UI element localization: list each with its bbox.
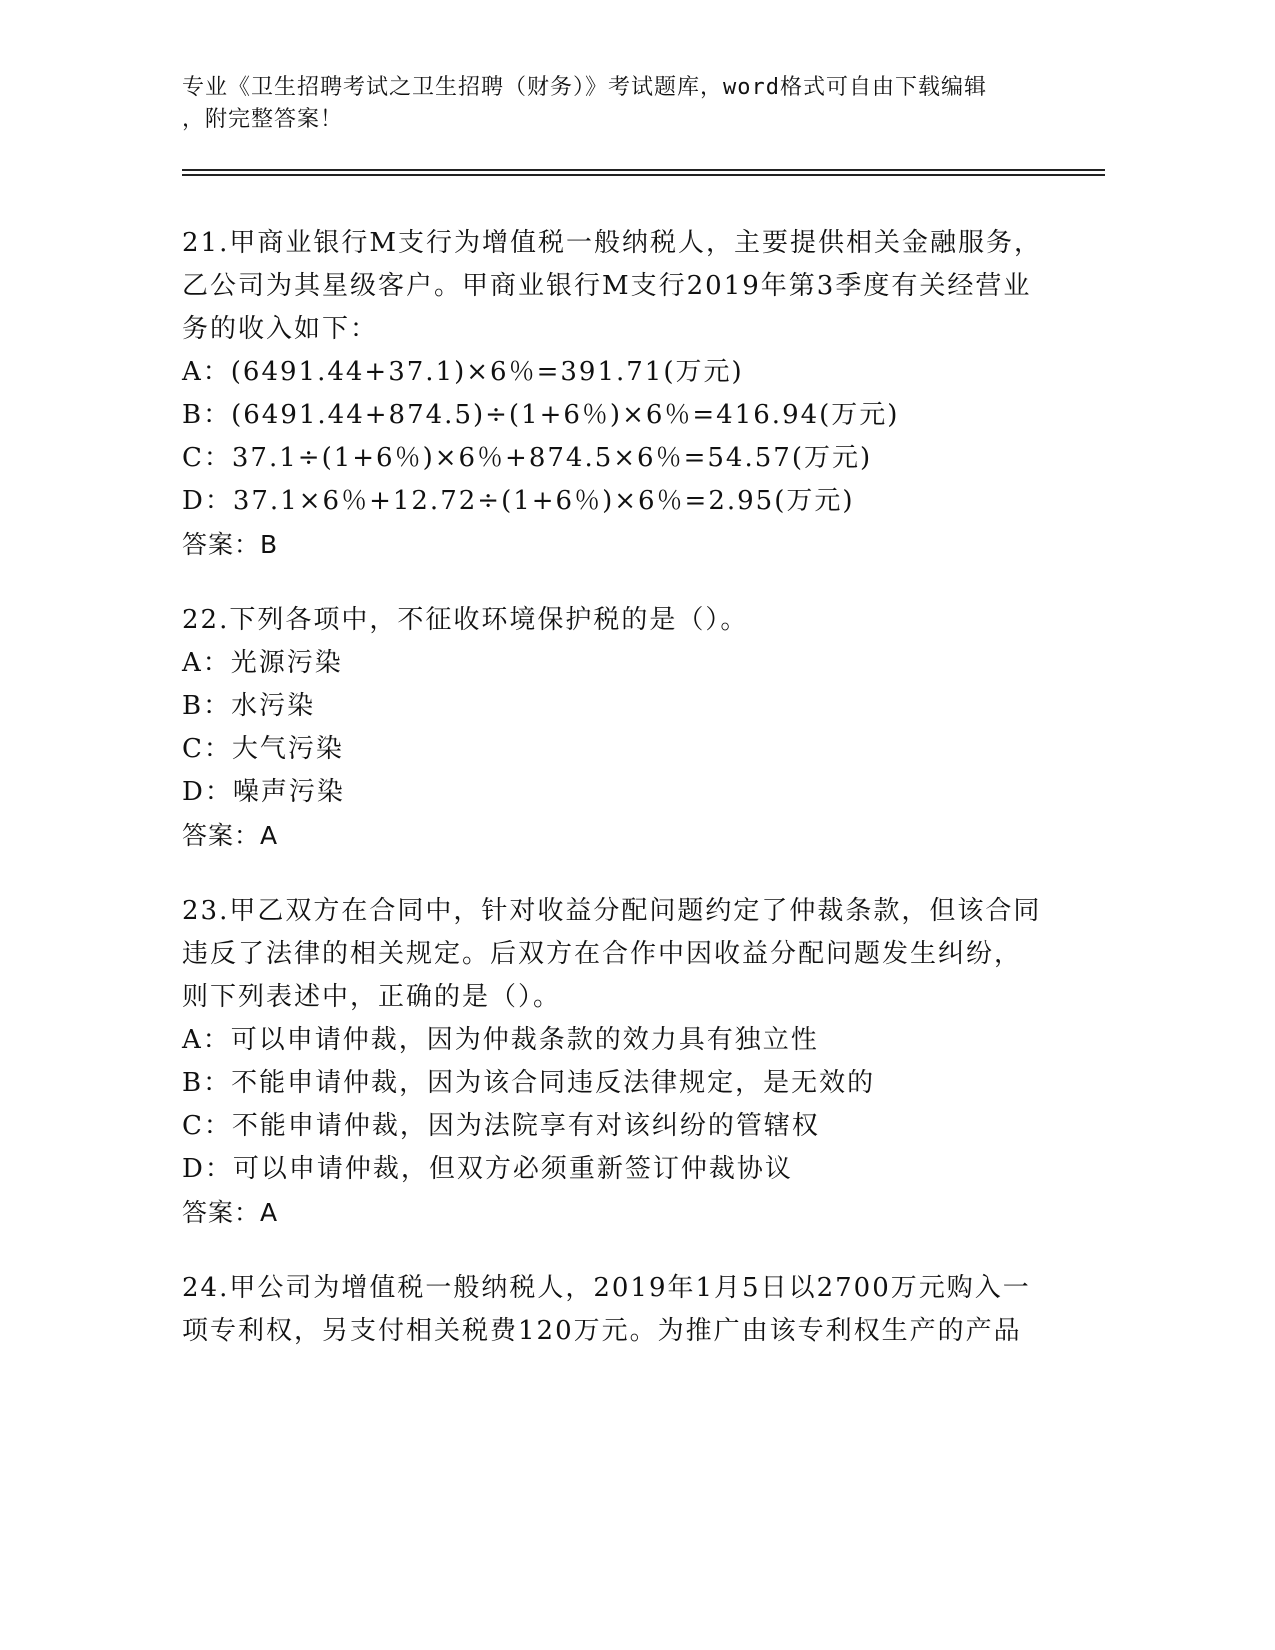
option-d: D：可以申请仲裁，但双方必须重新签订仲裁协议 [182,1154,793,1184]
header-divider-bottom [182,174,1105,176]
option-c: C：不能申请仲裁，因为法院享有对该纠纷的管辖权 [182,1111,820,1141]
option-c: C：37.1÷(1+6％)×6％+874.5×6％=54.57(万元) [182,443,873,473]
question-24 [182,1267,1042,1353]
question-stem: 22.下列各项中，不征收环境保护税的是（）。 [182,605,749,635]
option-b: B：不能申请仲裁，因为该合同违反法律规定，是无效的 [182,1068,876,1098]
option-a: A：可以申请仲裁，因为仲裁条款的效力具有独立性 [182,1025,819,1055]
question-list [182,222,1042,1385]
option-c: C：大气污染 [182,734,344,764]
header-line-1: 专业《卫生招聘考试之卫生招聘（财务）》考试题库，word格式可自由下载编辑 [182,75,987,100]
question-23 [182,890,1042,1235]
answer: 答案：A [182,1198,279,1227]
header-line-2: ，附完整答案！ [182,107,344,132]
question-21 [182,222,1042,567]
option-d: D：37.1×6％+12.72÷(1+6％)×6％=2.95(万元) [182,486,855,516]
option-a: A：(6491.44+37.1)×6％=391.71(万元) [182,357,744,387]
option-b: B：水污染 [182,691,316,721]
question-stem: 23.甲乙双方在合同中，针对收益分配问题约定了仲裁条款，但该合同违反了法律的相关规定。后双方在合作中因收益分配问题发生纠纷，则下列表述中，正确的是（）。 [182,896,1042,1012]
answer: 答案：B [182,530,279,559]
question-22 [182,599,1042,858]
option-b: B：(6491.44+874.5)÷(1+6％)×6％=416.94(万元) [182,400,900,430]
question-stem: 24.甲公司为增值税一般纳税人，2019年1月5日以2700万元购入一项专利权，另支付相关税费120万元。为推广由该专利权生产的产品 [182,1273,1031,1346]
option-a: A：光源污染 [182,648,343,678]
page-header [182,72,1062,136]
header-divider-top [182,169,1105,171]
option-d: D：噪声污染 [182,777,345,807]
question-stem: 21.甲商业银行M支行为增值税一般纳税人，主要提供相关金融服务，乙公司为其星级客户。甲商业银行M支行2019年第3季度有关经营业务的收入如下： [182,228,1042,344]
answer: 答案：A [182,821,279,850]
